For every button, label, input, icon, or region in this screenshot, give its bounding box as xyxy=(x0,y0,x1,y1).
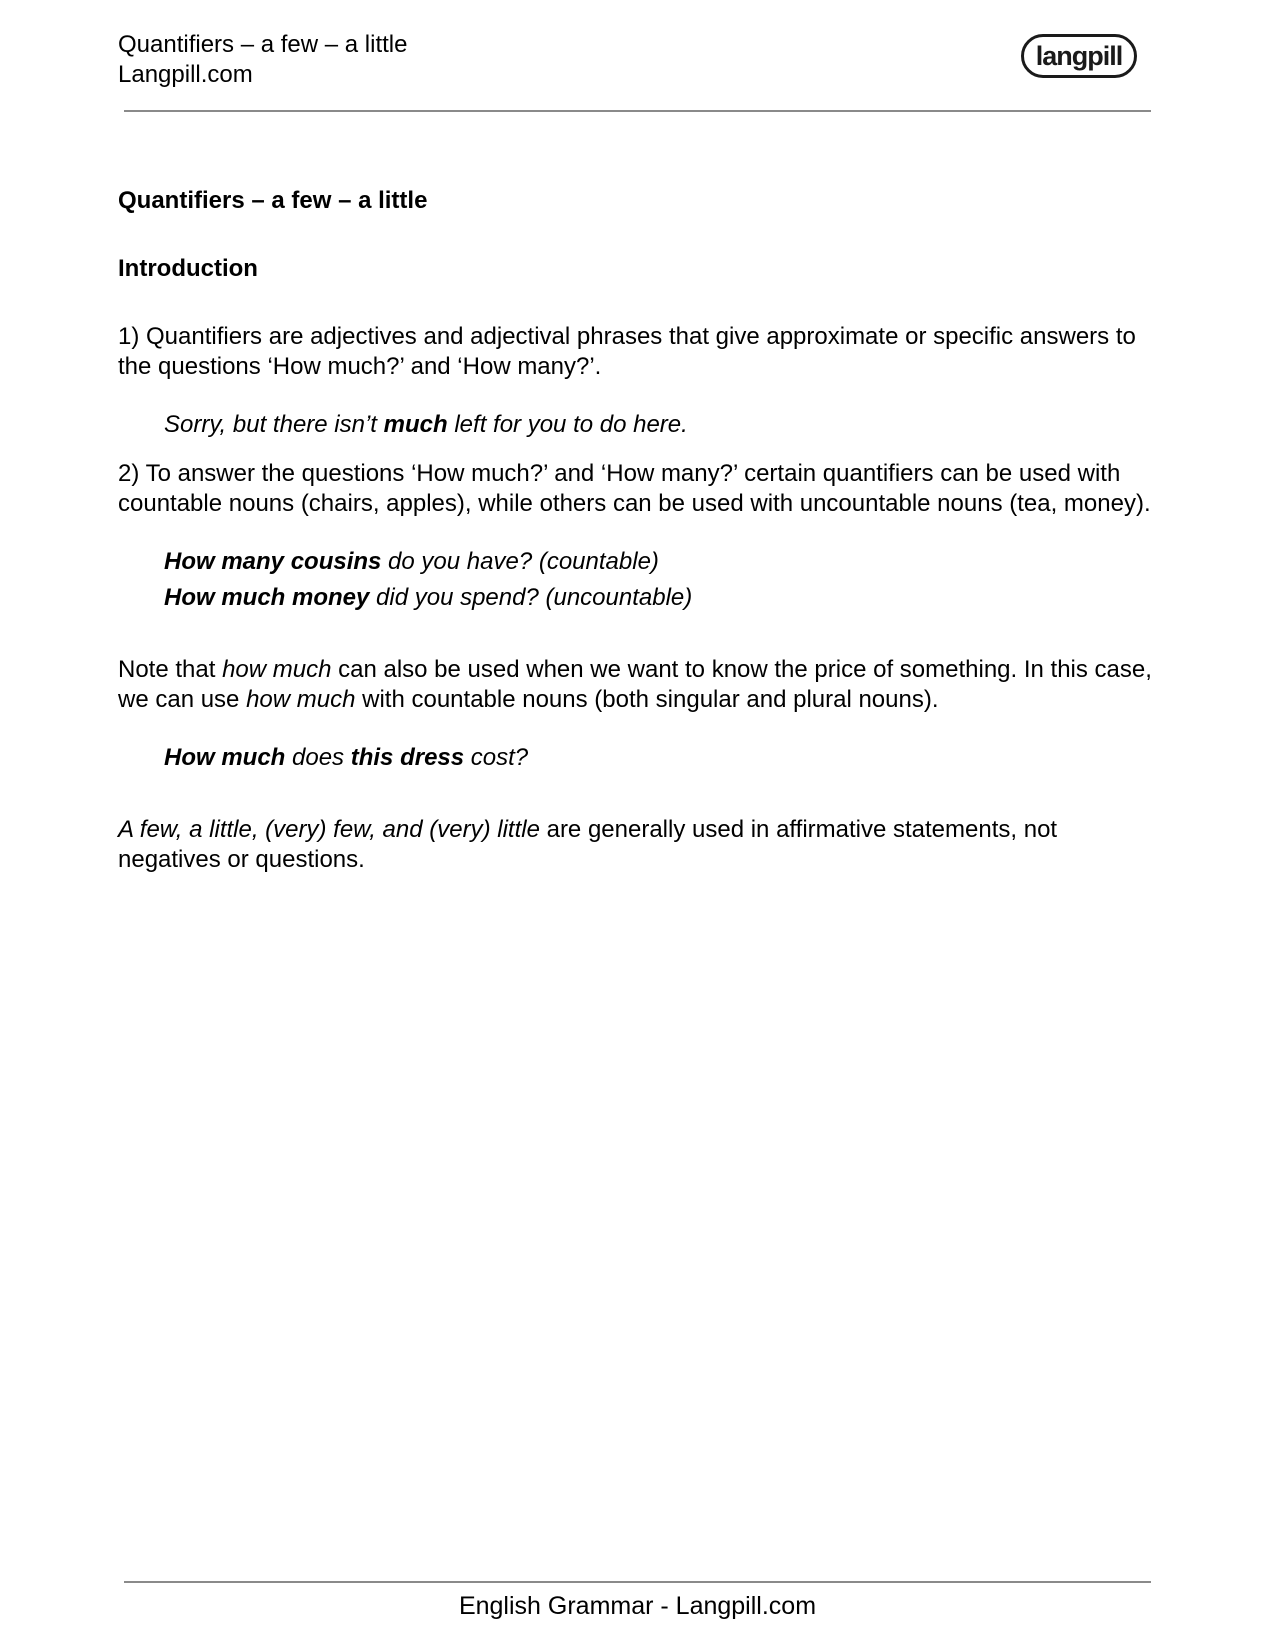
paragraph-2: 2) To answer the questions ‘How much?’ and ‘How many?’ certain quantifiers can be used with countable nouns (chairs, apples), while others can be used with uncountable nouns (tea, money). xyxy=(118,460,1151,517)
example-emphasis: How much money xyxy=(164,584,370,611)
italic-term: A few, a little, (very) few, and (very) little xyxy=(118,816,540,843)
document-body xyxy=(118,186,1158,875)
example-text: left for you to do here. xyxy=(447,411,688,438)
example-sentence-3 xyxy=(118,743,1158,773)
italic-term: how much xyxy=(246,686,356,713)
example-sentence-2b xyxy=(118,583,1158,613)
example-text: does xyxy=(285,744,351,771)
example-text: Sorry, but there isn’t xyxy=(164,411,384,438)
langpill-logo: langpill xyxy=(1021,34,1137,78)
italic-term: how much xyxy=(222,656,332,683)
example-text: cost? xyxy=(464,744,529,771)
example-sentence-1 xyxy=(118,410,1158,440)
section-heading: Introduction xyxy=(118,255,258,282)
footer-divider xyxy=(124,1581,1151,1583)
page-footer: English Grammar - Langpill.com xyxy=(458,1592,817,1620)
header-site: Langpill.com xyxy=(118,61,253,88)
paragraph-text: Note that xyxy=(118,656,223,683)
example-text: did you spend? (uncountable) xyxy=(369,584,693,611)
header-divider xyxy=(124,110,1151,112)
page-header xyxy=(118,30,1158,110)
paragraph-text: are generally used in affirmative statements, not negatives or questions. xyxy=(118,816,1058,873)
example-emphasis: this dress xyxy=(350,744,465,771)
example-emphasis: How much xyxy=(164,744,286,771)
paragraph-text: with countable nouns (both singular and plural nouns). xyxy=(355,686,939,713)
header-title: Quantifiers – a few – a little xyxy=(118,31,408,58)
example-sentence-2a xyxy=(118,547,1158,577)
paragraph-1: 1) Quantifiers are adjectives and adjectival phrases that give approximate or specific answers to the questions ‘How much?’ and ‘How many?’. xyxy=(118,323,1136,380)
paragraph-3 xyxy=(118,655,1158,715)
example-emphasis: How many cousins xyxy=(164,548,382,575)
example-emphasis: much xyxy=(383,411,448,438)
header-text xyxy=(118,30,407,90)
document-title: Quantifiers – a few – a little xyxy=(118,187,428,214)
paragraph-text: can also be used when we want to know the price of something. In this case, we can use xyxy=(118,656,1152,713)
example-text: do you have? (countable) xyxy=(381,548,659,575)
paragraph-4 xyxy=(118,815,1158,875)
